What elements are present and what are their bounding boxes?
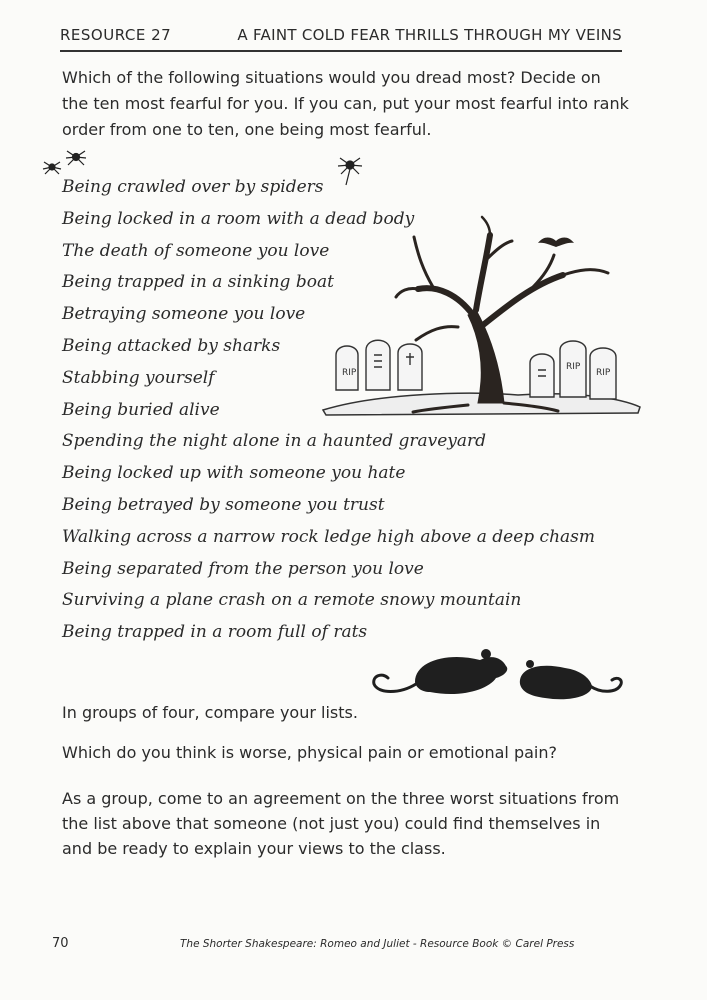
rip-label: RIP <box>342 368 357 378</box>
resource-label: RESOURCE 27 <box>60 26 172 44</box>
rat-icon <box>520 660 621 699</box>
list-item: Betraying someone you love <box>62 304 306 325</box>
spider-icon <box>66 151 86 165</box>
spider-icon <box>43 162 61 174</box>
list-item: The death of someone you love <box>62 240 330 261</box>
list-item: Being attacked by sharks <box>62 335 281 356</box>
list-item: Spending the night alone in a haunted graveyard <box>62 431 487 452</box>
list-item: Being trapped in a sinking boat <box>62 272 334 293</box>
pain-question: Which do you think is worse, physical pain or emotional pain? <box>62 743 557 762</box>
group-task: As a group, come to an agreement on the three worst situations from the list above that someone (not just you) could find themselves in and be ready to explain your views to the class. <box>62 789 620 858</box>
page-title: A FAINT COLD FEAR THRILLS THROUGH MY VEINS <box>237 26 622 44</box>
list-item: Being trapped in a room full of rats <box>62 622 368 643</box>
list-item: Being locked up with someone you hate <box>62 463 406 484</box>
list-item: Being buried alive <box>62 399 220 420</box>
groups-instruction: In groups of four, compare your lists. <box>62 703 358 722</box>
intro-text: Which of the following situations would you dread most? Decide on the ten most fearful for you. If you can, put your most fearful into rank order from one to ten, one being most fearful. <box>62 68 629 139</box>
list-item: Surviving a plane crash on a remote snowy mountain <box>62 590 522 611</box>
list-item: Being betrayed by someone you trust <box>62 494 385 515</box>
rip-label: RIP <box>596 368 611 378</box>
rip-label: RIP <box>566 362 581 372</box>
list-item: Being separated from the person you love <box>62 558 424 579</box>
fear-situations-list <box>62 172 652 649</box>
list-item: Being locked in a room with a dead body <box>62 208 415 229</box>
list-item: Stabbing yourself <box>62 367 215 388</box>
footer-credit: The Shorter Shakespeare: Romeo and Juliet - Resource Book © Carel Press <box>180 938 575 950</box>
list-item: Walking across a narrow rock ledge high above a deep chasm <box>62 526 596 547</box>
list-item: Being crawled over by spiders <box>62 177 324 197</box>
page-header <box>60 24 622 52</box>
rat-icon <box>374 649 508 694</box>
page-number: 70 <box>52 936 69 951</box>
